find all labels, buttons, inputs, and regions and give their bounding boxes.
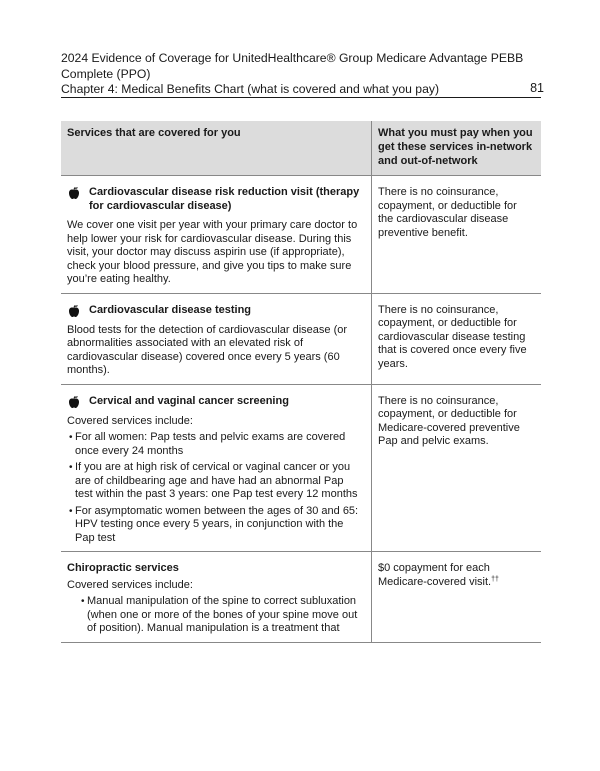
services-column-header: Services that are covered for you — [61, 121, 372, 176]
payment-cell — [372, 384, 542, 552]
service-description: We cover one visit per year with your primary care doctor to help lower your risk for cardiovascular disease. During this visit, your doctor may discuss aspirin use (if appropriate), check your blood pressure, and give you tips to make sure you’re eating healthy. — [67, 219, 358, 285]
table-header-row — [61, 121, 541, 176]
payment-column-header: What you must pay when you get these services in-network and out-of-network — [372, 121, 542, 176]
table-row — [61, 384, 541, 552]
footnote-marker: †† — [491, 575, 499, 583]
list-item-text: Manual manipulation of the spine to correct subluxation (when one or more of the bones of your spine move out of position). Manual manipulation is a treatment that — [87, 595, 358, 634]
list-item — [67, 595, 361, 636]
service-intro: Covered services include: — [67, 414, 193, 427]
table-row — [61, 176, 541, 294]
table-row — [61, 552, 541, 643]
list-item-text: For all women: Pap tests and pelvic exams are covered once every 24 months — [75, 431, 346, 457]
list-item-text: If you are at high risk of cervical or vaginal cancer or you are of childbearing age and have had an abnormal Pap test within the past 3 years: one Pap test every 12 months — [75, 461, 358, 500]
bullet-dot: • — [69, 505, 73, 517]
service-cell — [61, 176, 372, 294]
service-cell — [61, 384, 372, 552]
service-title — [67, 562, 361, 576]
bullet-dot: • — [81, 596, 85, 607]
service-intro: Covered services include: — [67, 578, 193, 591]
page-number: 81 — [530, 81, 544, 95]
service-cell — [61, 293, 372, 384]
payment-cell — [372, 293, 542, 384]
payment-text: There is no coinsurance, copayment, or deductible for cardiovascular disease testing that is covered once every five years. — [378, 303, 527, 370]
service-title-text: Cardiovascular disease testing — [89, 303, 252, 316]
bullet-dot: • — [69, 432, 73, 443]
medical-benefits-table — [61, 121, 541, 643]
payment-cell — [372, 552, 542, 643]
list-item-text: For asymptomatic women between the ages of 30 and 65: HPV testing once every 5 years, in conjunction with the Pap test — [75, 504, 359, 544]
apple-icon — [67, 395, 81, 409]
service-cell — [61, 552, 372, 643]
list-item — [67, 431, 361, 458]
service-title-text: Chiropractic services — [67, 562, 179, 574]
service-title — [67, 186, 361, 213]
document-title: 2024 Evidence of Coverage for UnitedHealthcare® Group Medicare Advantage PEBB Complete (PPO) — [61, 51, 524, 81]
chapter-title: Chapter 4: Medical Benefits Chart (what is covered and what you pay) — [61, 82, 440, 96]
table-row — [61, 293, 541, 384]
payment-text: There is no coinsurance, copayment, or deductible for the cardiovascular disease preventive benefit. — [378, 186, 517, 239]
header-divider — [61, 97, 541, 98]
service-title — [67, 395, 361, 409]
bullet-dot: • — [69, 462, 73, 473]
service-title-text: Cardiovascular disease risk reduction visit (therapy for cardiovascular disease) — [89, 186, 360, 212]
apple-icon — [67, 304, 81, 318]
payment-cell — [372, 176, 542, 294]
payment-text-main: $0 copayment for each Medicare-covered visit. — [378, 562, 492, 588]
page-header — [61, 51, 541, 98]
service-title — [67, 304, 361, 318]
payment-text — [378, 562, 533, 589]
service-description: Blood tests for the detection of cardiovascular disease (or abnormalities associated with an elevated risk of cardiovascular disease) covered once every 5 years (60 months). — [67, 323, 348, 376]
service-title-text: Cervical and vaginal cancer screening — [89, 394, 289, 407]
list-item — [67, 461, 361, 502]
apple-icon — [67, 186, 81, 200]
payment-text: There is no coinsurance, copayment, or deductible for Medicare-covered preventive Pap and pelvic exams. — [378, 394, 520, 447]
list-item — [67, 505, 361, 546]
